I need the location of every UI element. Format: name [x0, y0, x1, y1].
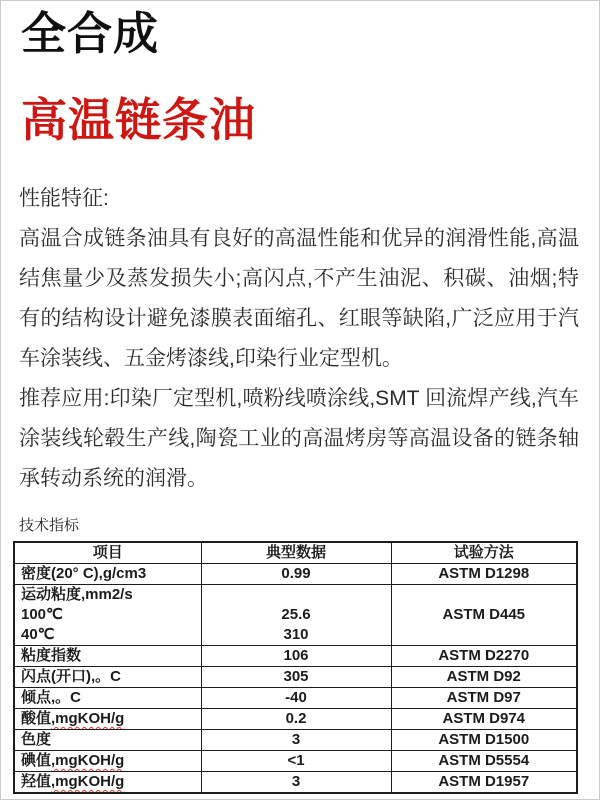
table-row-pour-point	[14, 688, 577, 709]
table-row-viscosity-index	[14, 646, 577, 667]
spec-table-label: 技术指标	[19, 517, 80, 534]
spec-value-line: 310	[283, 626, 309, 643]
spec-value: 0.2	[201, 709, 391, 730]
spec-value: 3	[201, 772, 391, 794]
spec-value: 3	[201, 730, 391, 751]
application-paragraph: 推荐应用:印染厂定型机,喷粉线喷涂线,SMT 回流焊产线,汽车涂装线轮毂生产线,陶瓷工业的高温烤房等高温设备的链条轴承转动系统的润滑。	[19, 387, 579, 490]
spec-name: 密度(20° C),g/cm3	[14, 564, 201, 585]
spec-name-text: 碘值	[21, 752, 52, 769]
table-row-iodine-value	[14, 751, 577, 772]
spec-name: 粘度指数	[14, 646, 201, 667]
spec-name-unit: ,mgKOH/g	[51, 752, 125, 769]
spec-value: 305	[201, 667, 391, 688]
table-row-density	[14, 564, 577, 585]
performance-paragraph: 高温合成链条油具有良好的高温性能和优异的润滑性能,高温结焦量少及蒸发损失小;高闪点,不产生油泥、积碳、油烟;特有的结构设计避免漆膜表面缩孔、红眼等缺陷,广泛应用于汽车涂装线、五金烤漆线,印染行业定型机。	[19, 227, 579, 370]
test-method: ASTM D1500	[391, 730, 577, 751]
product-name-title: 高温链条油	[21, 94, 256, 146]
spec-name	[14, 585, 201, 646]
spec-value	[201, 585, 391, 646]
spec-name: 倾点,。C	[14, 688, 201, 709]
table-row-viscosity	[14, 585, 577, 646]
spec-name	[14, 709, 201, 730]
spec-value-line: 25.6	[281, 606, 311, 623]
test-method: ASTM D445	[391, 585, 577, 646]
table-header-row	[14, 542, 577, 564]
test-method: ASTM D97	[391, 688, 577, 709]
column-header-test-method: 试验方法	[391, 542, 577, 564]
test-method: ASTM D974	[391, 709, 577, 730]
table-row-flash-point	[14, 667, 577, 688]
test-method: ASTM D92	[391, 667, 577, 688]
spec-name-text: 酸值	[21, 710, 52, 727]
table-row-acid-value	[14, 709, 577, 730]
spec-name: 色度	[14, 730, 201, 751]
spec-value: -40	[201, 688, 391, 709]
spec-value: 0.99	[201, 564, 391, 585]
spec-value: <1	[201, 751, 391, 772]
spec-name	[14, 772, 201, 794]
table-row-hydroxyl-value	[14, 772, 577, 794]
column-header-typical-data: 典型数据	[201, 542, 391, 564]
table-row-color	[14, 730, 577, 751]
spec-name-line: 运动粘度,mm2/s	[21, 586, 133, 603]
spec-value-line	[208, 585, 385, 605]
spec-value: 106	[201, 646, 391, 667]
column-header-item: 项目	[14, 542, 201, 564]
test-method: ASTM D1298	[391, 564, 577, 585]
test-method: ASTM D1957	[391, 772, 577, 794]
spec-name: 闪点(开口),。C	[14, 667, 201, 688]
product-series-title: 全合成	[21, 8, 160, 59]
test-method: ASTM D5554	[391, 751, 577, 772]
spec-name-unit: ,mgKOH/g	[51, 773, 125, 790]
spec-name-line: 100℃	[21, 606, 63, 623]
spec-name-text: 羟值	[21, 773, 52, 790]
spec-name-line: 40℃	[21, 626, 55, 643]
spec-name-unit: ,mgKOH/g	[51, 710, 125, 727]
spec-table	[13, 541, 578, 794]
test-method: ASTM D2270	[391, 646, 577, 667]
performance-section-label: 性能特征:	[19, 187, 109, 210]
spec-name	[14, 751, 201, 772]
